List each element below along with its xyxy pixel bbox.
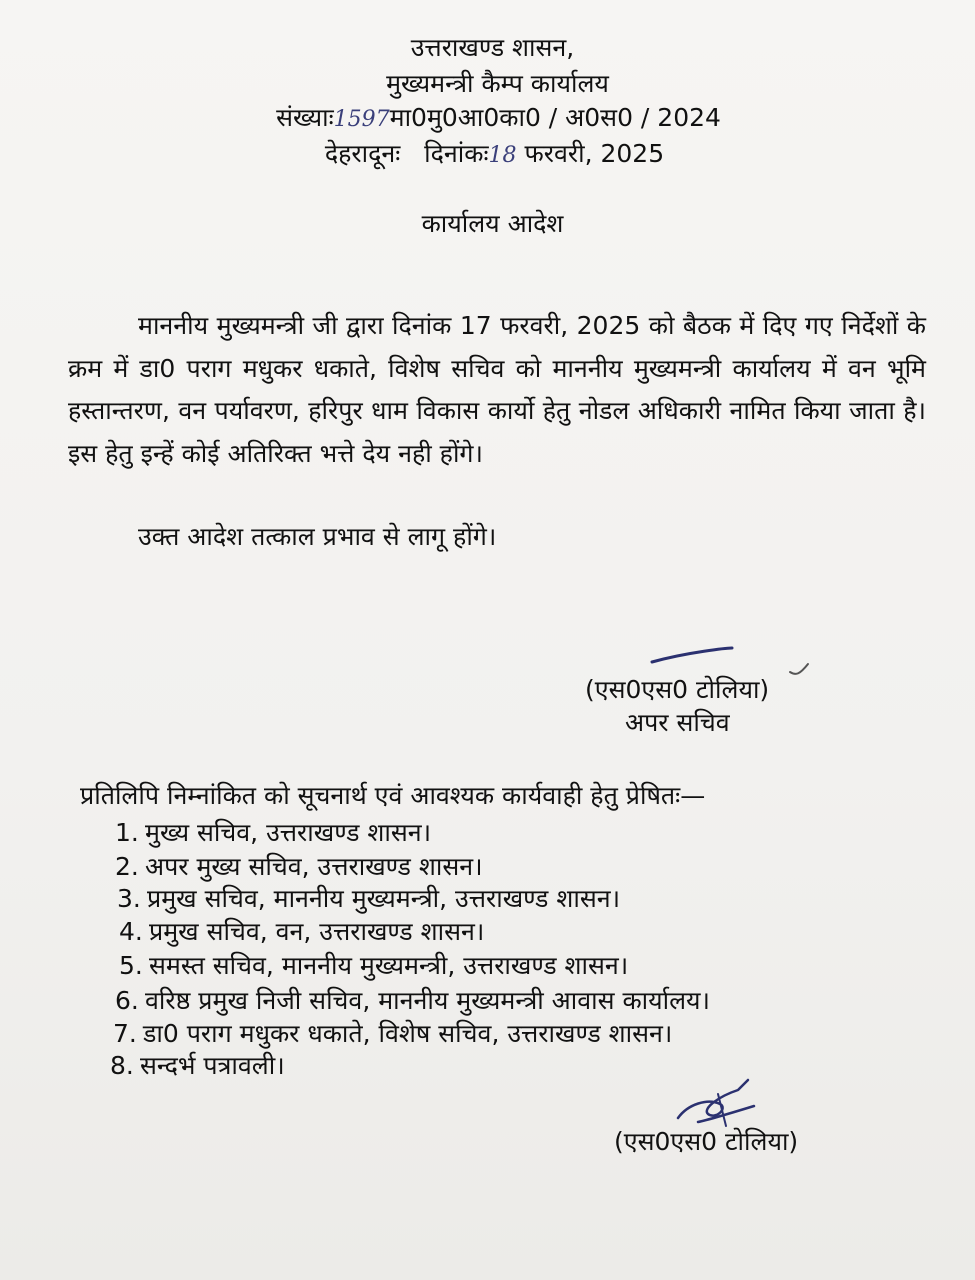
reference-suffix: मा0मु0आ0का0 / अ0स0 / 2024: [389, 103, 721, 132]
list-item: [115, 849, 483, 883]
list-item: [113, 1016, 672, 1050]
signatory-designation: अपर सचिव: [625, 708, 730, 737]
list-item: [119, 914, 484, 948]
list-item-number: 7.: [113, 1019, 137, 1048]
date-suffix: फरवरी, 2025: [524, 139, 665, 168]
reference-prefix: संख्याः: [276, 103, 334, 132]
list-item-text: प्रमुख सचिव, माननीय मुख्यमन्त्री, उत्तराखण्ड शासन।: [147, 884, 621, 913]
list-item-number: 8.: [110, 1051, 134, 1080]
list-item: [119, 948, 628, 982]
order-body-paragraph: माननीय मुख्यमन्त्री जी द्वारा दिनांक 17 फरवरी, 2025 को बैठक में दिए गए निर्देशों के क्रम में डा0 पराग मधुकर धकाते, विशेष सचिव को माननीय मुख्यमन्त्री कार्यालय में वन भूमि हस्तान्तरण, वन पर्यावरण, हरिपुर धाम विकास कार्यो हेतु नोडल अधिकारी नामित किया जाता है। इस हेतु इन्हें कोई अतिरिक्त भत्ते देय नही होंगे।: [68, 311, 926, 468]
list-item-text: सन्दर्भ पत्रावली।: [140, 1051, 285, 1080]
list-item: [115, 983, 710, 1017]
place: देहरादूनः: [324, 139, 401, 168]
copy-signatory-name: (एस0एस0 टोलिया): [614, 1127, 799, 1156]
list-item-text: अपर मुख्य सचिव, उत्तराखण्ड शासन।: [145, 852, 483, 881]
date-prefix: दिनांकः: [424, 139, 489, 168]
list-item-number: 6.: [115, 986, 139, 1015]
header-government: उत्तराखण्ड शासन,: [410, 33, 575, 62]
list-item: [115, 815, 431, 849]
list-item-number: 1.: [115, 818, 139, 847]
list-item-number: 2.: [115, 852, 139, 881]
reference-number: [0, 100, 975, 134]
list-item-text: मुख्य सचिव, उत्तराखण्ड शासन।: [145, 818, 432, 847]
list-item-text: वरिष्ठ प्रमुख निजी सचिव, माननीय मुख्यमन्त्री आवास कार्यालय।: [145, 986, 711, 1015]
copy-to-lead: प्रतिलिपि निम्नांकित को सूचनार्थ एवं आवश्यक कार्यवाही हेतु प्रेषितः—: [80, 781, 706, 810]
list-item-number: 4.: [119, 917, 143, 946]
order-title: कार्यालय आदेश: [421, 209, 564, 238]
list-item-number: 5.: [119, 951, 143, 980]
order-effect-paragraph: उक्त आदेश तत्काल प्रभाव से लागू होंगे।: [138, 522, 497, 551]
list-item-text: समस्त सचिव, माननीय मुख्यमन्त्री, उत्तराखण्ड शासन।: [149, 951, 629, 980]
date-handwritten-day: 18: [488, 143, 517, 168]
place-date-line: [0, 136, 975, 170]
signatory-name: (एस0एस0 टोलिया): [585, 675, 770, 704]
list-item: [117, 881, 620, 915]
list-item-text: प्रमुख सचिव, वन, उत्तराखण्ड शासन।: [149, 917, 485, 946]
list-item: [110, 1048, 285, 1082]
header-office: मुख्यमन्त्री कैम्प कार्यालय: [386, 69, 609, 98]
list-item-number: 3.: [117, 884, 141, 913]
reference-handwritten-number: 1597: [333, 107, 390, 132]
list-item-text: डा0 पराग मधुकर धकाते, विशेष सचिव, उत्तराखण्ड शासन।: [143, 1019, 673, 1048]
